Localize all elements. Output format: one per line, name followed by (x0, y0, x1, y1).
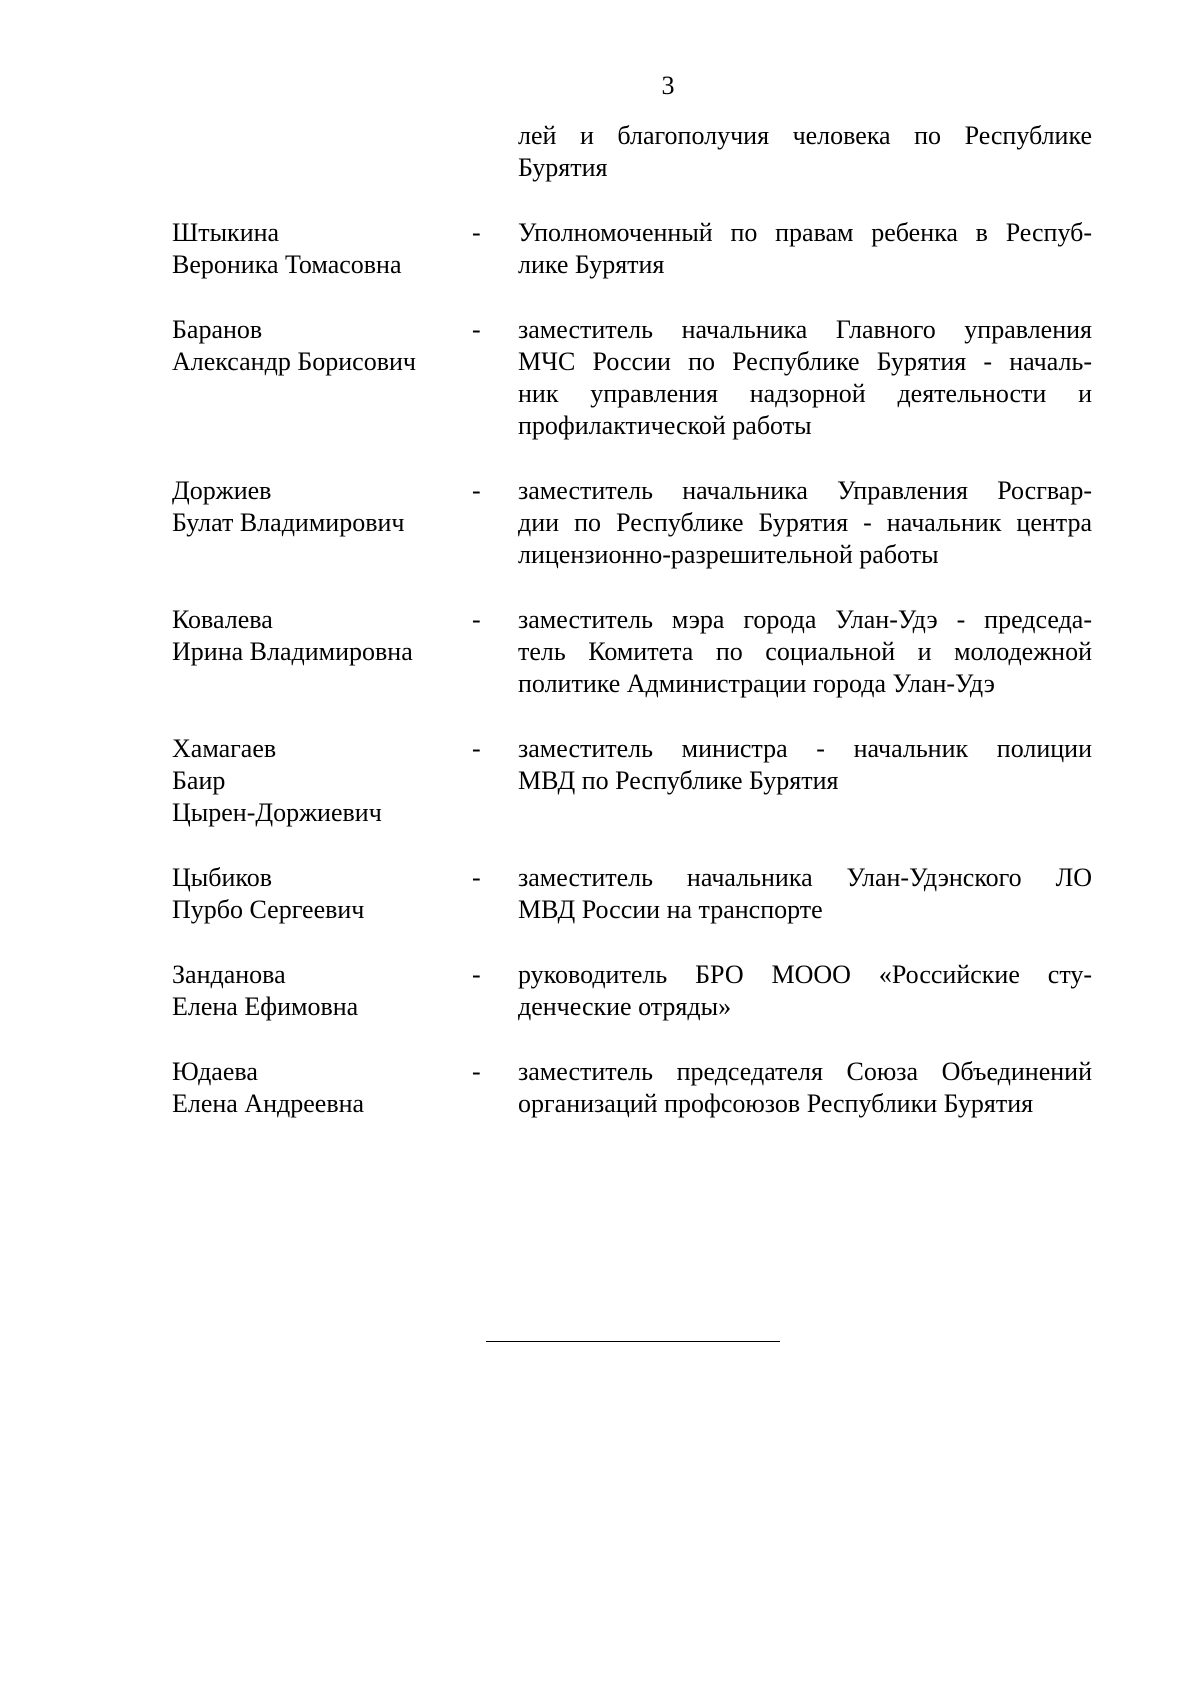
dash-separator: - (472, 863, 481, 892)
member-entry (172, 733, 1092, 829)
role-line: МЧС России по Республике Бурятия - началь- (518, 347, 1092, 376)
continued-role-text (518, 120, 1092, 184)
member-entry (172, 862, 1092, 926)
surname: Штыкина (172, 218, 280, 247)
member-entry (172, 604, 1092, 700)
member-name (172, 217, 472, 281)
end-divider-line (486, 1341, 780, 1342)
page-number: 3 (661, 71, 675, 100)
member-role (518, 604, 1092, 700)
role-line: МВД России на транспорте (518, 895, 823, 924)
member-name (172, 959, 472, 1023)
member-role (518, 217, 1092, 281)
dash-separator: - (472, 734, 481, 763)
member-entry (172, 1056, 1092, 1120)
member-role (518, 314, 1092, 442)
member-role (518, 1056, 1092, 1120)
given-names: Елена Андреевна (172, 1089, 365, 1118)
surname: Занданова (172, 960, 286, 989)
surname: Баранов (172, 315, 263, 344)
role-line: заместитель министра - начальник полиции (518, 734, 1092, 763)
surname: Хамагаев (172, 734, 277, 763)
member-list (172, 120, 1092, 1153)
member-name (172, 314, 472, 442)
role-line: лике Бурятия (518, 250, 665, 279)
dash-separator: - (472, 1057, 481, 1086)
role-line: руководитель БРО МООО «Российские сту- (518, 960, 1092, 989)
member-entry (172, 475, 1092, 571)
given-names: Ирина Владимировна (172, 637, 413, 666)
role-line: заместитель начальника Улан-Удэнского ЛО (518, 863, 1092, 892)
dash-separator: - (472, 218, 481, 247)
given-names: Булат Владимирович (172, 508, 405, 537)
dash-separator: - (472, 315, 481, 344)
surname: Ковалева (172, 605, 273, 634)
member-name (172, 862, 472, 926)
role-line: организаций профсоюзов Республики Бурятия (518, 1089, 1034, 1118)
role-line: профилактической работы (518, 411, 812, 440)
member-name (172, 604, 472, 700)
role-line: денческие отряды» (518, 992, 732, 1021)
given-names: Александр Борисович (172, 347, 416, 376)
member-entry (172, 217, 1092, 281)
given-names: Баир (172, 766, 226, 795)
role-line: тель Комитета по социальной и молодежной (518, 637, 1092, 666)
given-names: Елена Ефимовна (172, 992, 359, 1021)
member-role (518, 475, 1092, 571)
role-line: заместитель мэра города Улан-Удэ - председа- (518, 605, 1092, 634)
surname: Доржиев (172, 476, 272, 505)
member-name (172, 733, 472, 829)
member-entry (172, 314, 1092, 442)
role-line: политике Администрации города Улан-Удэ (518, 669, 995, 698)
role-line: дии по Республике Бурятия - начальник центра (518, 508, 1092, 537)
role-line: заместитель председателя Союза Объединений (518, 1057, 1092, 1086)
dash-separator: - (472, 605, 481, 634)
role-line: ник управления надзорной деятельности и (518, 379, 1092, 408)
member-entry (172, 959, 1092, 1023)
dash-separator: - (472, 476, 481, 505)
role-line: заместитель начальника Главного управления (518, 315, 1092, 344)
member-role (518, 959, 1092, 1023)
member-role (518, 733, 1092, 829)
surname: Юдаева (172, 1057, 258, 1086)
surname: Цыбиков (172, 863, 272, 892)
role-line: Уполномоченный по правам ребенка в Респуб- (518, 218, 1092, 247)
continued-role-line: Бурятия (518, 153, 608, 182)
member-role (518, 862, 1092, 926)
given-names: Пурбо Сергеевич (172, 895, 365, 924)
member-name (172, 1056, 472, 1120)
role-line: МВД по Республике Бурятия (518, 766, 839, 795)
patronymic: Цырен-Доржиевич (172, 798, 382, 827)
given-names: Вероника Томасовна (172, 250, 402, 279)
dash-separator: - (472, 960, 481, 989)
continued-role-line: лей и благополучия человека по Республике (518, 121, 1092, 150)
role-line: лицензионно-разрешительной работы (518, 540, 939, 569)
member-name (172, 475, 472, 571)
role-line: заместитель начальника Управления Росгвар- (518, 476, 1092, 505)
